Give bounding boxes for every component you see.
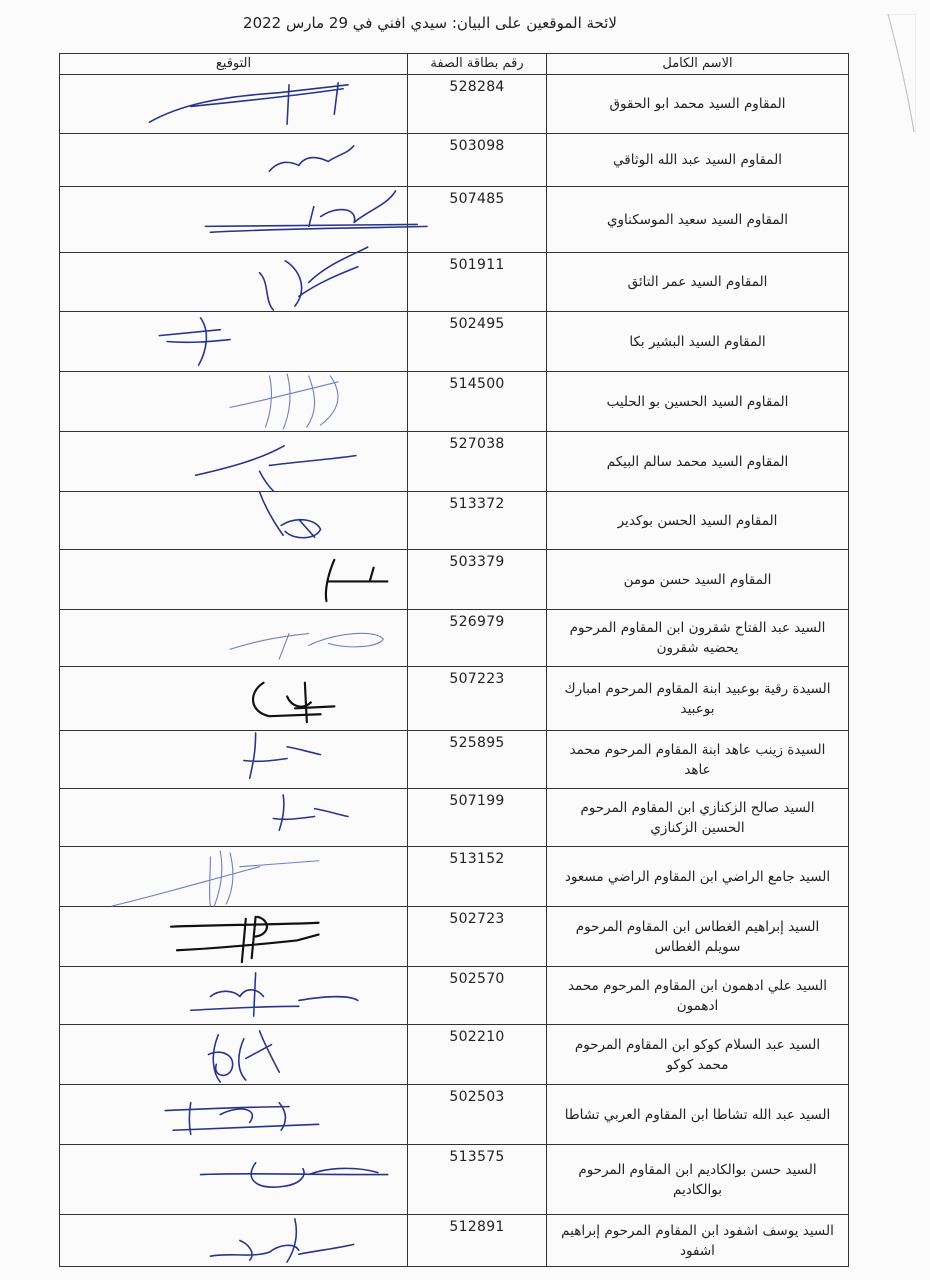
signature-cell bbox=[60, 610, 408, 667]
card-number: 503379 bbox=[408, 550, 547, 610]
card-number: 503098 bbox=[408, 134, 547, 187]
table-row bbox=[60, 847, 849, 907]
card-number: 527038 bbox=[408, 432, 547, 492]
handwritten-signature bbox=[60, 789, 408, 846]
card-number: 507199 bbox=[408, 789, 547, 847]
signature-cell bbox=[60, 1025, 408, 1085]
signature-cell bbox=[60, 253, 408, 312]
handwritten-signature bbox=[60, 1025, 408, 1084]
signature-cell bbox=[60, 492, 408, 550]
full-name: السيد علي ادهمون ابن المقاوم المرحوم محمد ادهمون bbox=[547, 967, 849, 1025]
card-number: 507223 bbox=[408, 667, 547, 731]
full-name: المقاوم السيد عبد الله الوثاقي bbox=[547, 134, 849, 187]
handwritten-signature bbox=[60, 907, 408, 966]
table-header-row bbox=[60, 54, 849, 75]
handwritten-signature bbox=[60, 432, 408, 491]
table-row bbox=[60, 1145, 849, 1215]
signatories-table bbox=[59, 53, 849, 1267]
signature-cell bbox=[60, 1145, 408, 1215]
signature-cell bbox=[60, 187, 408, 253]
table-row bbox=[60, 492, 849, 550]
full-name: السيدة رقية بوعبيد ابنة المقاوم المرحوم امبارك بوعبيد bbox=[547, 667, 849, 731]
full-name: المقاوم السيد محمد سالم البيكم bbox=[547, 432, 849, 492]
handwritten-signature bbox=[60, 1215, 408, 1266]
full-name: المقاوم السيد الحسين بو الحليب bbox=[547, 372, 849, 432]
table-row bbox=[60, 432, 849, 492]
full-name: السيد جامع الراضي ابن المقاوم الراضي مسعود bbox=[547, 847, 849, 907]
signature-cell bbox=[60, 75, 408, 134]
signature-cell bbox=[60, 907, 408, 967]
header-full-name: الاسم الكامل bbox=[547, 54, 849, 75]
full-name: المقاوم السيد عمر التائق bbox=[547, 253, 849, 312]
table-row bbox=[60, 312, 849, 372]
signature-cell bbox=[60, 1085, 408, 1145]
full-name: السيد صالح الزكنازي ابن المقاوم المرحوم الحسين الزكنازي bbox=[547, 789, 849, 847]
table-row bbox=[60, 253, 849, 312]
table-row bbox=[60, 1085, 849, 1145]
full-name: المقاوم السيد حسن مومن bbox=[547, 550, 849, 610]
handwritten-signature bbox=[60, 253, 408, 311]
handwritten-signature bbox=[60, 372, 408, 431]
full-name: المقاوم السيد محمد ابو الحقوق bbox=[547, 75, 849, 134]
card-number: 513575 bbox=[408, 1145, 547, 1215]
card-number: 526979 bbox=[408, 610, 547, 667]
handwritten-signature bbox=[60, 187, 408, 252]
card-number: 528284 bbox=[408, 75, 547, 134]
handwritten-signature bbox=[60, 847, 408, 906]
handwritten-signature bbox=[60, 492, 408, 549]
handwritten-signature bbox=[60, 312, 408, 371]
table-row bbox=[60, 667, 849, 731]
table-row bbox=[60, 1215, 849, 1267]
handwritten-signature bbox=[60, 731, 408, 788]
table-row bbox=[60, 907, 849, 967]
full-name: السيد عبد الله تشاطا ابن المقاوم العربي تشاطا bbox=[547, 1085, 849, 1145]
full-name: المقاوم السيد سعيد الموسكناوي bbox=[547, 187, 849, 253]
table-row bbox=[60, 372, 849, 432]
handwritten-signature bbox=[60, 610, 408, 666]
card-number: 512891 bbox=[408, 1215, 547, 1267]
signature-cell bbox=[60, 789, 408, 847]
card-number: 513152 bbox=[408, 847, 547, 907]
card-number: 502570 bbox=[408, 967, 547, 1025]
table-row bbox=[60, 75, 849, 134]
card-number: 525895 bbox=[408, 731, 547, 789]
table-row bbox=[60, 187, 849, 253]
full-name: السيد يوسف اشفود ابن المقاوم المرحوم إبراهيم اشفود bbox=[547, 1215, 849, 1267]
header-card-number: رقم بطاقة الصفة bbox=[408, 54, 547, 75]
card-number: 514500 bbox=[408, 372, 547, 432]
full-name: السيد عبد الفتاح شقرون ابن المقاوم المرحوم يحضيه شقرون bbox=[547, 610, 849, 667]
signature-cell bbox=[60, 1215, 408, 1267]
full-name: السيد إبراهيم الغطاس ابن المقاوم المرحوم سويلم الغطاس bbox=[547, 907, 849, 967]
full-name: السيدة زينب عاهد ابنة المقاوم المرحوم محمد عاهد bbox=[547, 731, 849, 789]
handwritten-signature bbox=[60, 75, 408, 133]
signature-cell bbox=[60, 432, 408, 492]
handwritten-signature bbox=[60, 1085, 408, 1144]
signature-cell bbox=[60, 667, 408, 731]
table-row bbox=[60, 1025, 849, 1085]
table-row bbox=[60, 967, 849, 1025]
page-fold-mark bbox=[886, 14, 916, 134]
signature-cell bbox=[60, 731, 408, 789]
card-number: 501911 bbox=[408, 253, 547, 312]
signature-cell bbox=[60, 312, 408, 372]
header-signature: التوقيع bbox=[60, 54, 408, 75]
handwritten-signature bbox=[60, 134, 408, 186]
signature-cell bbox=[60, 550, 408, 610]
page-title: لائحة الموقعين على البيان: سيدي افني في 29 مارس 2022 bbox=[243, 14, 617, 32]
handwritten-signature bbox=[60, 1145, 408, 1214]
card-number: 502210 bbox=[408, 1025, 547, 1085]
table-row bbox=[60, 134, 849, 187]
full-name: المقاوم السيد البشير بكا bbox=[547, 312, 849, 372]
signature-cell bbox=[60, 847, 408, 907]
table-row bbox=[60, 550, 849, 610]
card-number: 513372 bbox=[408, 492, 547, 550]
full-name: المقاوم السيد الحسن بوكدير bbox=[547, 492, 849, 550]
table-row bbox=[60, 789, 849, 847]
signature-cell bbox=[60, 134, 408, 187]
full-name: السيد حسن بوالكاديم ابن المقاوم المرحوم بوالكاديم bbox=[547, 1145, 849, 1215]
handwritten-signature bbox=[60, 967, 408, 1024]
card-number: 502495 bbox=[408, 312, 547, 372]
handwritten-signature bbox=[60, 667, 408, 730]
card-number: 502723 bbox=[408, 907, 547, 967]
handwritten-signature bbox=[60, 550, 408, 609]
table-row bbox=[60, 731, 849, 789]
table-row bbox=[60, 610, 849, 667]
signature-cell bbox=[60, 372, 408, 432]
card-number: 502503 bbox=[408, 1085, 547, 1145]
card-number: 507485 bbox=[408, 187, 547, 253]
full-name: السيد عبد السلام كوكو ابن المقاوم المرحوم محمد كوكو bbox=[547, 1025, 849, 1085]
signature-cell bbox=[60, 967, 408, 1025]
